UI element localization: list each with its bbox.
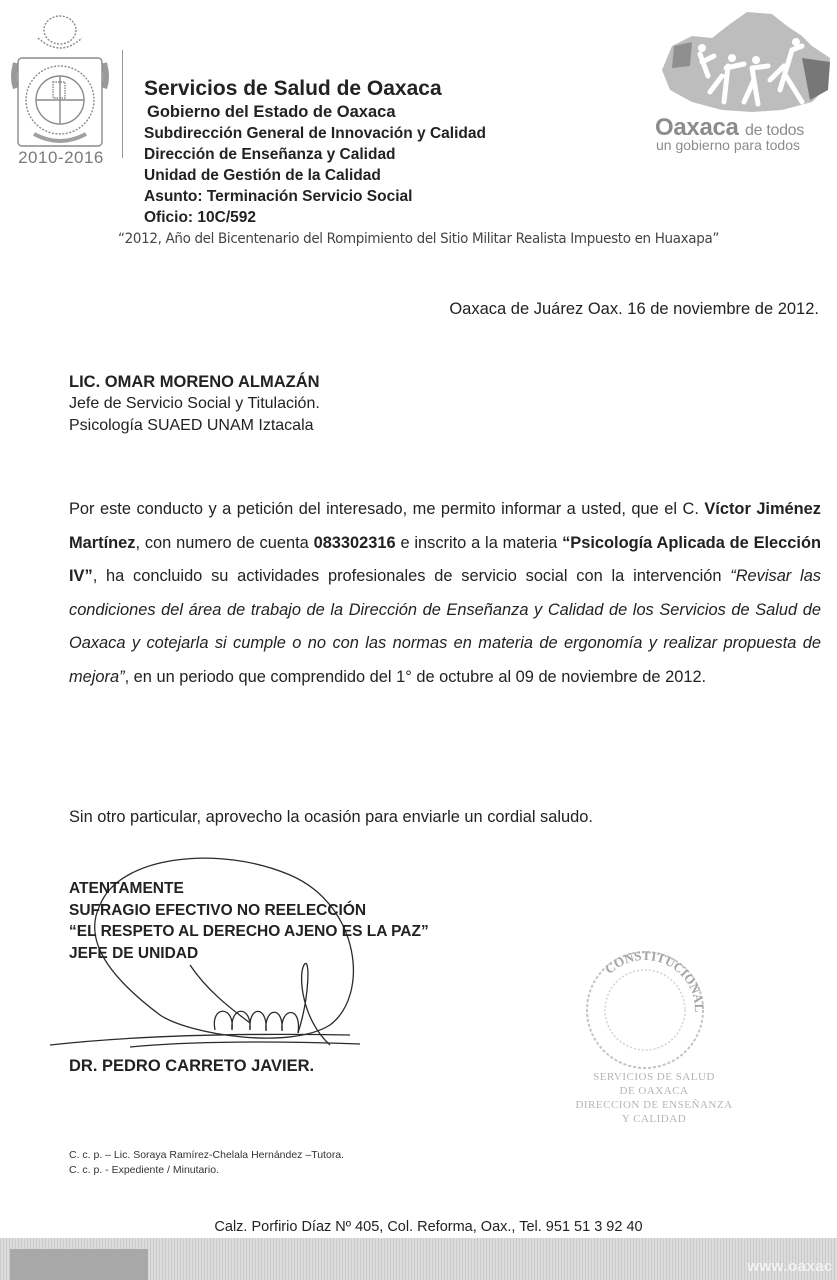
addressee-institution: Psicología SUAED UNAM Iztacala bbox=[69, 417, 314, 434]
stamp-line: Y CALIDAD bbox=[621, 1113, 687, 1125]
addressee bbox=[69, 371, 320, 437]
letterhead bbox=[144, 76, 486, 228]
body-intro: Por este conducto y a petición del interesado, me permito informar a usted, que el C. bbox=[69, 500, 705, 518]
oficio-number: Oficio: 10C/592 bbox=[144, 209, 256, 226]
footer-block bbox=[10, 1249, 148, 1280]
unit: Unidad de Gestión de la Calidad bbox=[144, 167, 381, 184]
signoff-position: JEFE DE UNIDAD bbox=[69, 944, 199, 962]
letter-date: Oaxaca de Juárez Oax. 16 de noviembre de 2012. bbox=[449, 300, 819, 318]
logo-title-rest: de todos bbox=[744, 122, 804, 139]
carbon-copy-list bbox=[69, 1148, 344, 1178]
government-name: Gobierno del Estado de Oaxaca bbox=[147, 103, 396, 121]
student-name: Víctor Jiménez Martínez bbox=[69, 500, 821, 552]
state-seal-icon bbox=[8, 8, 112, 168]
logo-title-main: Oaxaca bbox=[655, 114, 739, 141]
stamp-line: DE OAXACA bbox=[619, 1085, 689, 1097]
ccp-item: C. c. p. – Lic. Soraya Ramírez-Chelala Hernández –Tutora. bbox=[69, 1149, 345, 1161]
stamp-line: DIRECCION DE ENSEÑANZA bbox=[575, 1099, 733, 1111]
oaxaca-map-logo-icon bbox=[652, 6, 834, 116]
intervention-title: “Revisar las condiciones del área de trabajo de la Dirección de Enseñanza y Calidad de los Servicios de Salud de Oaxaca y cotejarla si cumple o no con las normas en materia de ergonomía y realizar propuesta de mejora” bbox=[69, 567, 822, 686]
year-motto: “2012, Año del Bicentenario del Rompimiento del Sitio Militar Realista Impuesto en Huaxapa” bbox=[117, 231, 720, 247]
signoff-atentamente: ATENTAMENTE bbox=[69, 880, 184, 897]
addressee-name: LIC. OMAR MORENO ALMAZÁN bbox=[69, 373, 320, 391]
signoff-block bbox=[69, 878, 429, 964]
body-enrolled: e inscrito a la materia bbox=[395, 533, 563, 552]
letter-body bbox=[69, 493, 821, 694]
org-name: Servicios de Salud de Oaxaca bbox=[144, 77, 442, 100]
body-period: , en un periodo que comprendido del 1° de octubre al 09 de noviembre de 2012. bbox=[124, 667, 707, 686]
signer-name: DR. PEDRO CARRETO JAVIER. bbox=[69, 1057, 315, 1075]
header-divider bbox=[122, 50, 123, 158]
footer-url: www.oaxac bbox=[747, 1258, 833, 1275]
stamp-text bbox=[574, 1070, 734, 1126]
body-concluded: , ha concluido su actividades profesionales de servicio social con la intervención bbox=[92, 567, 731, 585]
addressee-title: Jefe de Servicio Social y Titulación. bbox=[69, 395, 320, 412]
footer-address: Calz. Porfirio Díaz Nº 405, Col. Reforma, Oax., Tel. 951 51 3 92 40 bbox=[214, 1219, 643, 1235]
subject-line: Asunto: Terminación Servicio Social bbox=[144, 188, 413, 205]
subdirection: Subdirección General de Innovación y Calidad bbox=[144, 125, 486, 142]
account-number: 083302316 bbox=[313, 533, 396, 552]
subject-name: “Psicología Aplicada de Elección IV” bbox=[69, 533, 821, 585]
closing-line: Sin otro particular, aprovecho la ocasión para enviarle un cordial saludo. bbox=[69, 808, 593, 826]
seal-years: 2010-2016 bbox=[18, 148, 104, 167]
signoff-respeto: “EL RESPETO AL DERECHO AJENO ES LA PAZ” bbox=[69, 923, 429, 940]
stamp-ring-text: CONSTITUCIONAL bbox=[601, 947, 708, 1013]
body-account-intro: , con numero de cuenta bbox=[135, 533, 314, 552]
official-stamp-icon bbox=[570, 935, 720, 1085]
direction: Dirección de Enseñanza y Calidad bbox=[144, 146, 396, 163]
logo-subtitle: un gobierno para todos bbox=[656, 137, 800, 153]
signoff-sufragio: SUFRAGIO EFECTIVO NO REELECCIÓN bbox=[69, 901, 367, 919]
stamp-line: SERVICIOS DE SALUD bbox=[593, 1071, 715, 1083]
svg-text:CONSTITUCIONAL bbox=[602, 948, 707, 1013]
ccp-item: C. c. p. - Expediente / Minutario. bbox=[69, 1164, 219, 1176]
